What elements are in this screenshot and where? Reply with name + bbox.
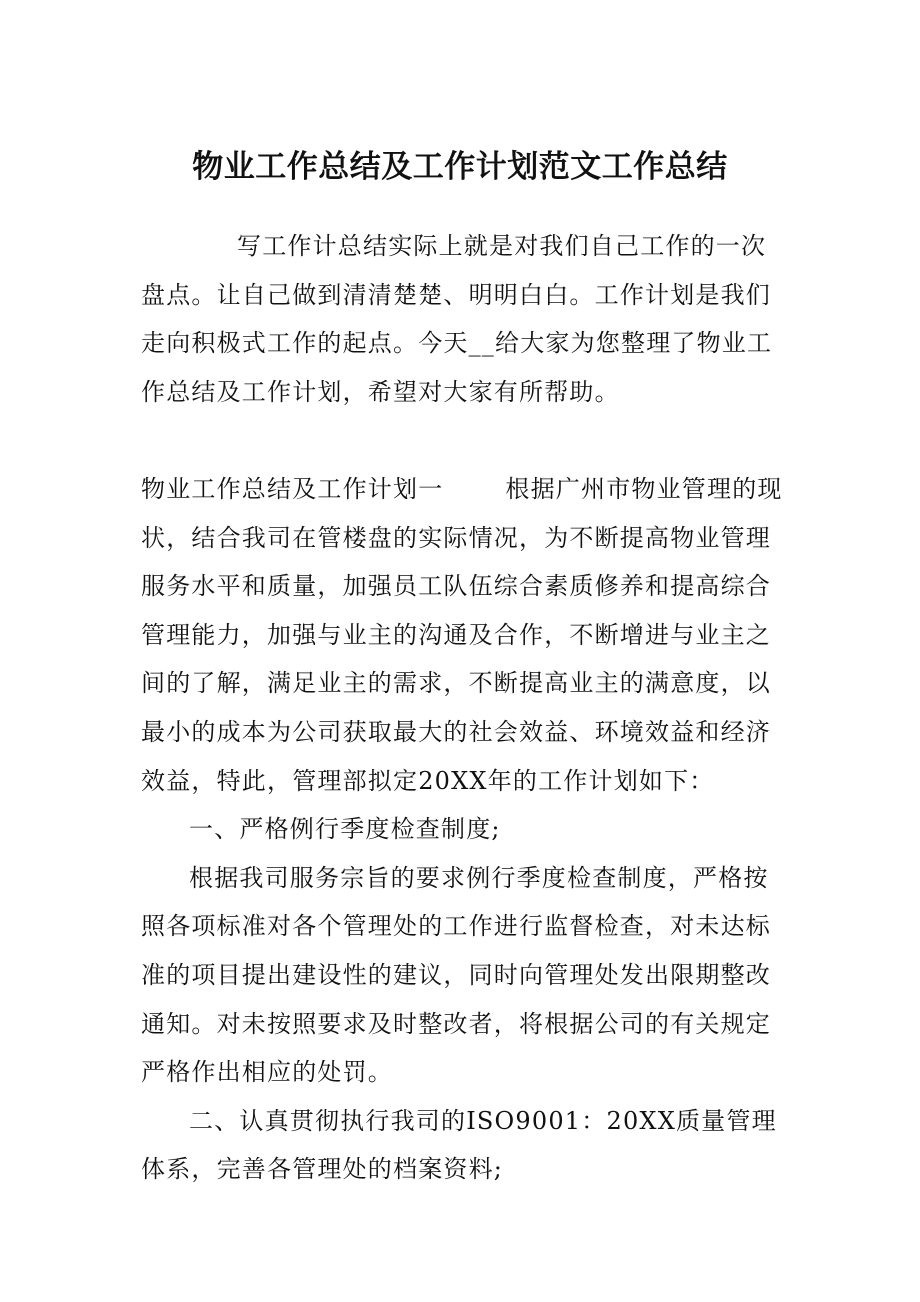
item1-heading: 一、严格例行季度检查制度;: [189, 815, 501, 844]
item2-heading: 二、认真贯彻执行我司的ISO9001：20XX质量管理体系，完善各管理处的档案资料;: [141, 1106, 777, 1184]
document-body: [141, 222, 789, 1194]
section1-body: 根据广州市物业管理的现状，结合我司在管楼盘的实际情况，为不断提高物业管理服务水平和质量，加强员工队伍综合素质修养和提高综合管理能力，加强与业主的沟通及合作，不断增进与业主之间的了解，满足业主的需求，不断提高业主的满意度，以最小的成本为公司获取最大的社会效益、环境效益和经济效益，特此，管理部拟定20XX年的工作计划如下：: [141, 474, 783, 795]
document-title: 物业工作总结及工作计划范文工作总结: [192, 149, 728, 185]
item1-body: 根据我司服务宗旨的要求例行季度检查制度，严格按照各项标准对各个管理处的工作进行监督检查，对未达标准的项目提出建设性的建议，同时向管理处发出限期整改通知。对未按照要求及时整改者，将根据公司的有关规定严格作出相应的处罚。: [141, 863, 771, 1087]
paragraph-gap: [141, 416, 789, 465]
section1-paragraph: [141, 465, 789, 805]
intro-paragraph: 写工作计总结实际上就是对我们自己工作的一次盘点。让自己做到清清楚楚、明明白白。工作计划是我们走向积极式工作的起点。今天__给大家为您整理了物业工作总结及工作计划，希望对大家有所帮助。: [141, 232, 773, 406]
section1-heading: 物业工作总结及工作计划一: [141, 474, 444, 503]
